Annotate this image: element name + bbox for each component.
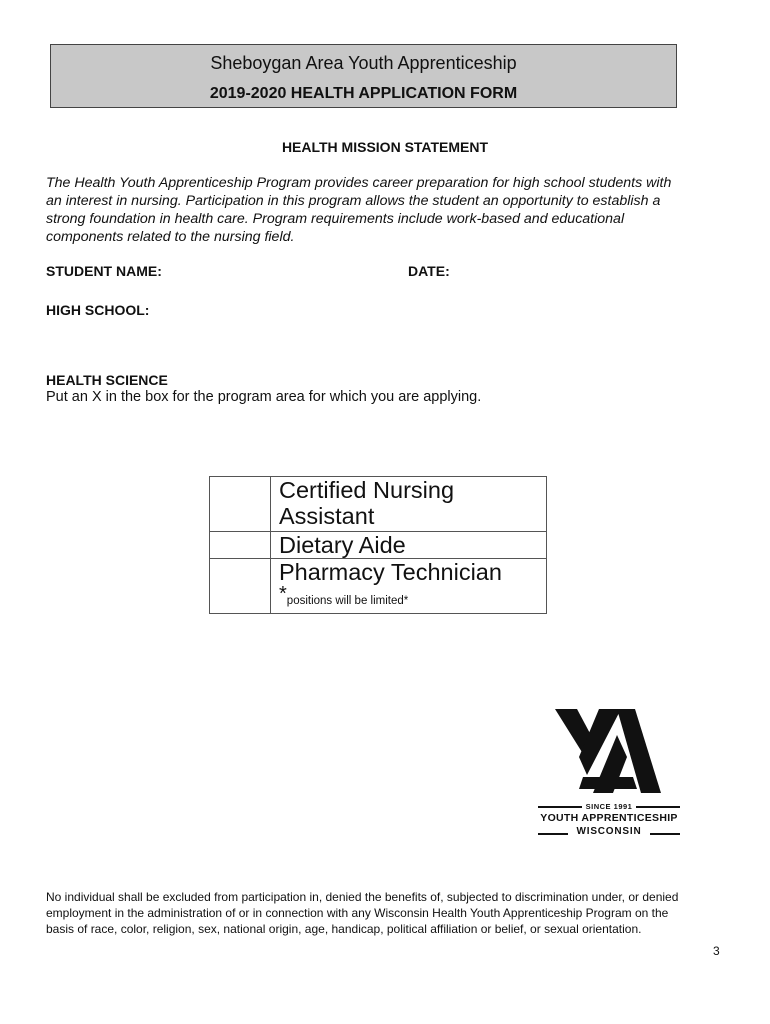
- mission-line: an interest in nursing. Participation in this program allows the student an opportunity to establish a: [46, 193, 661, 209]
- program-table: [209, 476, 547, 614]
- student-name-label: STUDENT NAME:: [46, 263, 162, 279]
- high-school-label: HIGH SCHOOL:: [46, 302, 150, 318]
- health-science-heading: HEALTH SCIENCE: [46, 372, 168, 388]
- program-label-pharmacy-technician: [271, 559, 547, 614]
- positions-limited-note: [279, 583, 546, 607]
- program-label-dietary-aide: Dietary Aide: [271, 532, 547, 559]
- page-number: 3: [713, 944, 720, 958]
- program-label-line: Assistant: [279, 503, 375, 529]
- mission-heading: HEALTH MISSION STATEMENT: [281, 139, 489, 155]
- note-text: positions will be limited*: [286, 595, 409, 607]
- nondiscrimination-statement: [46, 889, 736, 937]
- health-science-instruction: Put an X in the box for the program area for which you are applying.: [46, 389, 482, 405]
- program-row: [210, 477, 547, 532]
- mission-line: strong foundation in health care. Program requirements include work-based and educational: [46, 211, 625, 227]
- footer-line: basis of race, color, religion, sex, national origin, age, handicap, political affiliation or belief, or sexual orientation.: [46, 922, 642, 936]
- program-label-cna: [271, 477, 547, 532]
- mission-line: The Health Youth Apprenticeship Program provides career preparation for high school students with: [46, 175, 672, 191]
- program-label-line: Certified Nursing: [279, 477, 455, 503]
- footer-line: employment in the administration of or in connection with any Wisconsin Health Youth Apprenticeship Program on the: [46, 906, 669, 920]
- dietary-aide-checkbox[interactable]: [210, 532, 271, 559]
- date-label: DATE:: [408, 263, 450, 279]
- logo-state: WISCONSIN: [576, 826, 642, 837]
- pharmacy-technician-checkbox[interactable]: [210, 559, 271, 614]
- logo-name: YOUTH APPRENTICESHIP: [540, 812, 678, 824]
- program-row: [210, 532, 547, 559]
- mission-line: components related to the nursing field.: [46, 229, 295, 245]
- form-header: [50, 44, 677, 108]
- mission-statement: [46, 174, 736, 246]
- form-title: 2019-2020 HEALTH APPLICATION FORM: [209, 85, 518, 102]
- program-title: Sheboygan Area Youth Apprenticeship: [210, 53, 517, 73]
- program-row: [210, 559, 547, 614]
- footer-line: No individual shall be excluded from participation in, denied the benefits of, subjected to discrimination under, or denied: [46, 890, 679, 904]
- note-star: *: [279, 583, 287, 605]
- logo-since: SINCE 1991: [585, 802, 633, 811]
- cna-checkbox[interactable]: [210, 477, 271, 532]
- ya-logo-icon: [535, 705, 683, 845]
- program-label-line: Pharmacy Technician: [279, 559, 502, 585]
